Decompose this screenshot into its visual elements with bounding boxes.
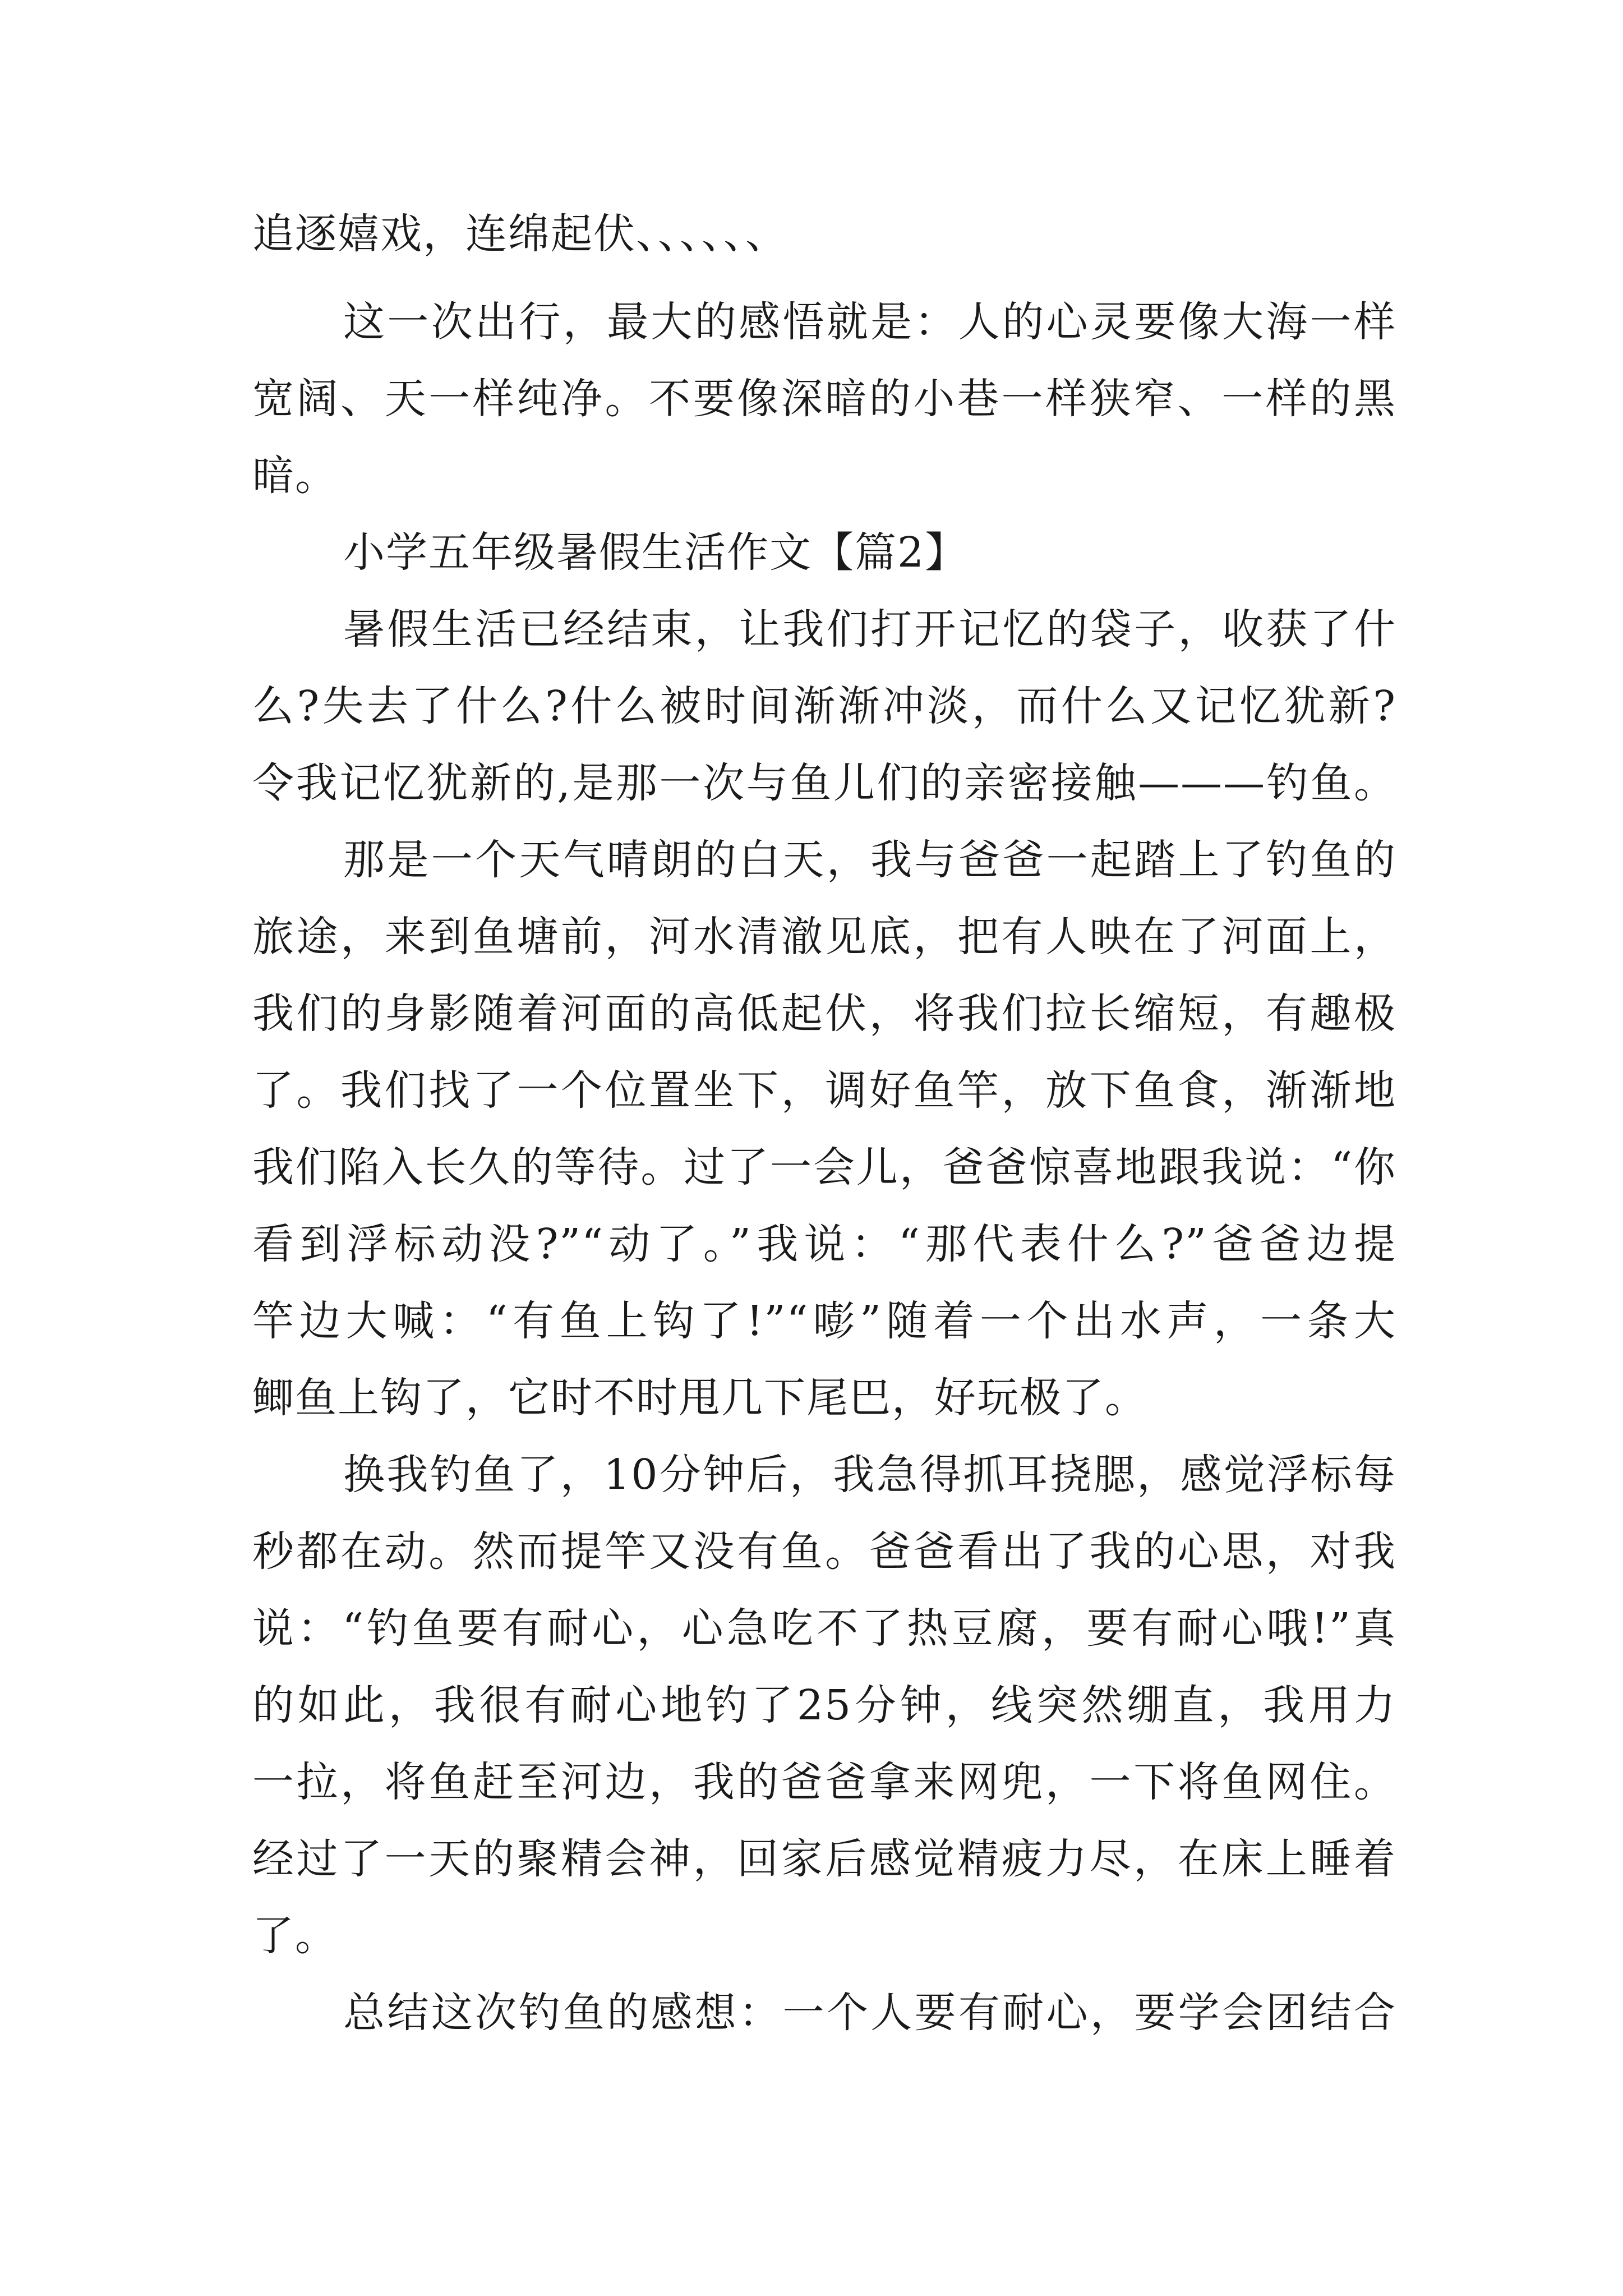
text-line: 的如此，我很有耐心地钓了25分钟，线突然绷直，我用力 [252, 1681, 1396, 1729]
paragraph-first-line: 换我钓鱼了，10分钟后，我急得抓耳挠腮，感觉浮标每 [343, 1451, 1396, 1499]
paragraph-first-line: 总结这次钓鱼的感想：一个人要有耐心，要学会团结合 [343, 1989, 1396, 2037]
paragraph-first-line: 那是一个天气晴朗的白天，我与爸爸一起踏上了钓鱼的 [343, 836, 1396, 884]
text-line: 鲫鱼上钩了，它时不时甩几下尾巴，好玩极了。 [252, 1374, 1147, 1422]
text-line: 经过了一天的聚精会神，回家后感觉精疲力尽，在床上睡着 [252, 1835, 1396, 1883]
text-line: 么?失去了什么?什么被时间渐渐冲淡，而什么又记忆犹新? [252, 682, 1396, 730]
text-line: 令我记忆犹新的,是那一次与鱼儿们的亲密接触———钓鱼。 [252, 759, 1396, 807]
text-line: 追逐嬉戏，连绵起伏、、、、、、 [252, 210, 788, 258]
paragraph-first-line: 这一次出行，最大的感悟就是：人的心灵要像大海一样 [343, 298, 1396, 346]
text-line: 宽阔、天一样纯净。不要像深暗的小巷一样狭窄、一样的黑 [252, 375, 1396, 423]
text-line: 秒都在动。然而提竿又没有鱼。爸爸看出了我的心思，对我 [252, 1527, 1396, 1576]
text-line: 看到浮标动没?”“动了。”我说：“那代表什么?”爸爸边提 [252, 1220, 1396, 1268]
text-line: 说：“钓鱼要有耐心，心急吃不了热豆腐，要有耐心哦!”真 [252, 1604, 1396, 1653]
text-line: 我们的身影随着河面的高低起伏，将我们拉长缩短，有趣极 [252, 990, 1396, 1038]
text-line: 了。 [252, 1912, 338, 1960]
text-line: 了。我们找了一个位置坐下，调好鱼竿，放下鱼食，渐渐地 [252, 1066, 1396, 1115]
text-line: 旅途，来到鱼塘前，河水清澈见底，把有人映在了河面上， [252, 913, 1396, 961]
text-line: 暗。 [252, 452, 338, 500]
text-line: 我们陷入长久的等待。过了一会儿，爸爸惊喜地跟我说：“你 [252, 1143, 1396, 1191]
text-line: 一拉，将鱼赶至河边，我的爸爸拿来网兜，一下将鱼网住。 [252, 1758, 1396, 1806]
paragraph-first-line: 暑假生活已经结束，让我们打开记忆的袋子，收获了什 [343, 605, 1396, 654]
text-line: 竿边大喊：“有鱼上钩了!”“嘭”随着一个出水声，一条大 [252, 1297, 1396, 1345]
section-heading: 小学五年级暑假生活作文【篇2】 [343, 528, 968, 577]
